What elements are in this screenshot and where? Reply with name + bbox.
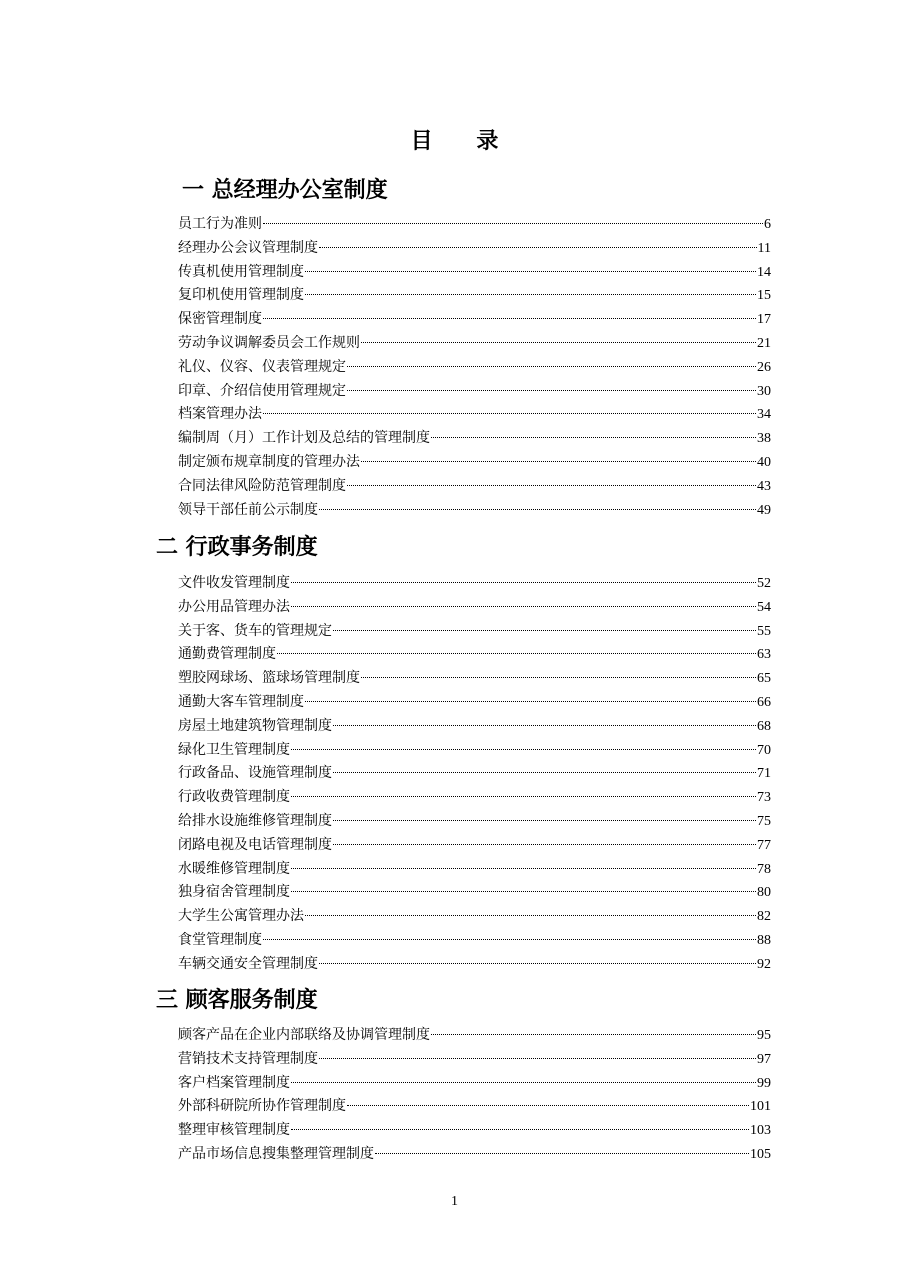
section-heading-3: 三 顾客服务制度 xyxy=(156,988,318,1013)
toc-entry-title: 整理审核管理制度 xyxy=(178,1122,290,1139)
toc-entry[interactable] xyxy=(178,1119,771,1143)
toc-dot-leader xyxy=(431,437,756,438)
toc-entry[interactable] xyxy=(178,810,771,834)
toc-entry[interactable] xyxy=(178,284,771,308)
toc-entry-page: 68 xyxy=(757,718,771,734)
toc-entry-title: 领导干部任前公示制度 xyxy=(178,501,318,518)
toc-entry[interactable] xyxy=(178,475,771,499)
toc-dot-leader xyxy=(291,582,756,583)
toc-dot-leader xyxy=(361,461,756,462)
toc-dot-leader xyxy=(333,820,756,821)
toc-entry-page: 65 xyxy=(757,671,771,687)
toc-entry-page: 15 xyxy=(757,288,771,304)
toc-dot-leader xyxy=(277,653,756,654)
toc-entry-page: 71 xyxy=(757,766,771,782)
toc-entry-page: 92 xyxy=(757,956,771,972)
toc-entry-title: 传真机使用管理制度 xyxy=(178,263,304,280)
toc-dot-leader xyxy=(333,844,756,845)
toc-entry[interactable] xyxy=(178,308,771,332)
toc-entry-page: 14 xyxy=(757,264,771,280)
toc-dot-leader xyxy=(305,915,756,916)
toc-entry[interactable] xyxy=(178,1024,771,1048)
toc-entry-title: 绿化卫生管理制度 xyxy=(178,741,290,758)
toc-entry-page: 97 xyxy=(757,1051,771,1067)
toc-entry-title: 印章、介绍信使用管理规定 xyxy=(178,382,346,399)
page-number: 1 xyxy=(451,1194,458,1209)
toc-entry-page: 105 xyxy=(750,1146,771,1162)
toc-dot-leader xyxy=(333,772,756,773)
toc-list-3 xyxy=(178,1024,771,1167)
toc-entry-page: 99 xyxy=(757,1075,771,1091)
page-title: 目 录 xyxy=(410,129,517,154)
toc-entry-title: 行政收费管理制度 xyxy=(178,789,290,806)
toc-entry-page: 6 xyxy=(764,217,771,232)
toc-entry[interactable] xyxy=(178,596,771,620)
toc-entry-title: 房屋土地建筑物管理制度 xyxy=(178,717,332,734)
toc-entry-title: 闭路电视及电话管理制度 xyxy=(178,836,332,853)
toc-entry-page: 101 xyxy=(750,1099,771,1115)
toc-dot-leader xyxy=(347,390,756,391)
toc-entry-page: 66 xyxy=(757,694,771,710)
toc-dot-leader xyxy=(291,891,756,892)
toc-entry[interactable] xyxy=(178,929,771,953)
toc-entry[interactable] xyxy=(178,1095,771,1119)
toc-dot-leader xyxy=(263,318,756,319)
toc-entry-page: 82 xyxy=(757,909,771,925)
toc-entry[interactable] xyxy=(178,261,771,285)
toc-entry[interactable] xyxy=(178,237,771,261)
toc-entry-title: 办公用品管理办法 xyxy=(178,598,290,615)
toc-dot-leader xyxy=(431,1034,756,1035)
toc-entry-page: 38 xyxy=(757,431,771,447)
toc-entry-page: 49 xyxy=(757,502,771,518)
toc-entry[interactable] xyxy=(178,356,771,380)
toc-entry-title: 通勤大客车管理制度 xyxy=(178,693,304,710)
toc-dot-leader xyxy=(305,701,756,702)
toc-entry-title: 编制周（月）工作计划及总结的管理制度 xyxy=(178,430,430,447)
toc-entry[interactable] xyxy=(178,332,771,356)
toc-entry-page: 63 xyxy=(757,647,771,663)
toc-entry-page: 52 xyxy=(757,576,771,591)
toc-entry-title: 劳动争议调解委员会工作规则 xyxy=(178,334,360,351)
toc-dot-leader xyxy=(291,1129,749,1130)
toc-list-2 xyxy=(178,572,771,977)
toc-entry-title: 水暖维修管理制度 xyxy=(178,860,290,877)
toc-entry-page: 70 xyxy=(757,742,771,758)
toc-entry-page: 80 xyxy=(757,885,771,901)
toc-entry[interactable] xyxy=(178,427,771,451)
toc-entry-page: 34 xyxy=(757,407,771,423)
toc-entry-title: 制定颁布规章制度的管理办法 xyxy=(178,453,360,470)
toc-dot-leader xyxy=(361,342,756,343)
toc-entry-title: 营销技术支持管理制度 xyxy=(178,1050,318,1067)
toc-dot-leader xyxy=(291,749,756,750)
toc-entry-title: 外部科研院所协作管理制度 xyxy=(178,1098,346,1115)
toc-entry[interactable] xyxy=(178,1072,771,1096)
toc-entry-title: 保密管理制度 xyxy=(178,311,262,328)
toc-dot-leader xyxy=(347,366,756,367)
toc-dot-leader xyxy=(333,630,756,631)
toc-entry[interactable] xyxy=(178,620,771,644)
toc-entry-title: 关于客、货车的管理规定 xyxy=(178,622,332,639)
toc-dot-leader xyxy=(319,963,756,964)
toc-entry-title: 文件收发管理制度 xyxy=(178,575,290,591)
toc-dot-leader xyxy=(375,1153,749,1154)
toc-entry[interactable] xyxy=(178,380,771,404)
toc-dot-leader xyxy=(291,796,756,797)
toc-dot-leader xyxy=(305,294,756,295)
toc-dot-leader xyxy=(263,413,756,414)
toc-entry[interactable] xyxy=(178,499,771,523)
toc-entry[interactable] xyxy=(178,213,771,237)
toc-entry-title: 员工行为准则 xyxy=(178,216,262,232)
toc-entry-page: 103 xyxy=(750,1123,771,1139)
toc-entry-page: 43 xyxy=(757,478,771,494)
toc-entry[interactable] xyxy=(178,739,771,763)
toc-entry[interactable] xyxy=(178,905,771,929)
section-heading-1: 一 总经理办公室制度 xyxy=(182,178,388,203)
toc-entry-page: 40 xyxy=(757,454,771,470)
toc-entry-page: 55 xyxy=(757,623,771,639)
toc-entry[interactable] xyxy=(178,572,771,596)
toc-entry-page: 77 xyxy=(757,837,771,853)
toc-entry-title: 产品市场信息搜集整理管理制度 xyxy=(178,1145,374,1162)
toc-entry-title: 大学生公寓管理办法 xyxy=(178,908,304,925)
toc-entry[interactable] xyxy=(178,762,771,786)
toc-entry[interactable] xyxy=(178,834,771,858)
toc-entry-title: 客户档案管理制度 xyxy=(178,1074,290,1091)
toc-entry[interactable] xyxy=(178,881,771,905)
toc-entry-page: 73 xyxy=(757,790,771,806)
toc-dot-leader xyxy=(347,485,756,486)
toc-dot-leader xyxy=(347,1105,749,1106)
toc-entry-page: 26 xyxy=(757,359,771,375)
toc-list-1 xyxy=(178,213,771,522)
toc-entry[interactable] xyxy=(178,403,771,427)
toc-dot-leader xyxy=(319,1058,756,1059)
toc-dot-leader xyxy=(333,725,756,726)
toc-entry-page: 95 xyxy=(757,1028,771,1043)
toc-entry-title: 复印机使用管理制度 xyxy=(178,287,304,304)
section-heading-2: 二 行政事务制度 xyxy=(156,535,318,560)
toc-dot-leader xyxy=(263,939,756,940)
toc-dot-leader xyxy=(263,223,763,224)
toc-dot-leader xyxy=(361,677,756,678)
toc-entry[interactable] xyxy=(178,451,771,475)
toc-entry-page: 78 xyxy=(757,861,771,877)
toc-entry-title: 车辆交通安全管理制度 xyxy=(178,955,318,972)
toc-entry-page: 21 xyxy=(757,335,771,351)
toc-entry[interactable] xyxy=(178,667,771,691)
toc-entry-page: 30 xyxy=(757,383,771,399)
toc-entry-page: 17 xyxy=(757,312,771,328)
toc-entry[interactable] xyxy=(178,858,771,882)
toc-entry[interactable] xyxy=(178,953,771,977)
toc-entry[interactable] xyxy=(178,643,771,667)
toc-entry[interactable] xyxy=(178,715,771,739)
toc-entry-title: 给排水设施维修管理制度 xyxy=(178,812,332,829)
toc-entry-title: 独身宿舍管理制度 xyxy=(178,884,290,901)
toc-entry-page: 11 xyxy=(757,240,771,256)
toc-dot-leader xyxy=(319,509,756,510)
toc-entry-title: 食堂管理制度 xyxy=(178,931,262,948)
toc-entry-title: 档案管理办法 xyxy=(178,406,262,423)
toc-entry-title: 塑胶网球场、篮球场管理制度 xyxy=(178,670,360,687)
toc-entry-page: 75 xyxy=(757,813,771,829)
toc-dot-leader xyxy=(291,606,756,607)
toc-entry-title: 合同法律风险防范管理制度 xyxy=(178,477,346,494)
toc-entry-page: 54 xyxy=(757,599,771,615)
toc-entry-title: 礼仪、仪容、仪表管理规定 xyxy=(178,358,346,375)
toc-dot-leader xyxy=(305,271,756,272)
toc-dot-leader xyxy=(291,868,756,869)
toc-entry-title: 通勤费管理制度 xyxy=(178,646,276,663)
toc-entry[interactable] xyxy=(178,1048,771,1072)
toc-entry-title: 经理办公会议管理制度 xyxy=(178,239,318,256)
toc-dot-leader xyxy=(319,247,757,248)
toc-entry[interactable] xyxy=(178,691,771,715)
toc-entry-title: 行政备品、设施管理制度 xyxy=(178,765,332,782)
toc-entry-page: 88 xyxy=(757,932,771,948)
toc-dot-leader xyxy=(291,1082,756,1083)
toc-entry[interactable] xyxy=(178,1143,771,1167)
toc-entry[interactable] xyxy=(178,786,771,810)
toc-entry-title: 顾客产品在企业内部联络及协调管理制度 xyxy=(178,1027,430,1043)
